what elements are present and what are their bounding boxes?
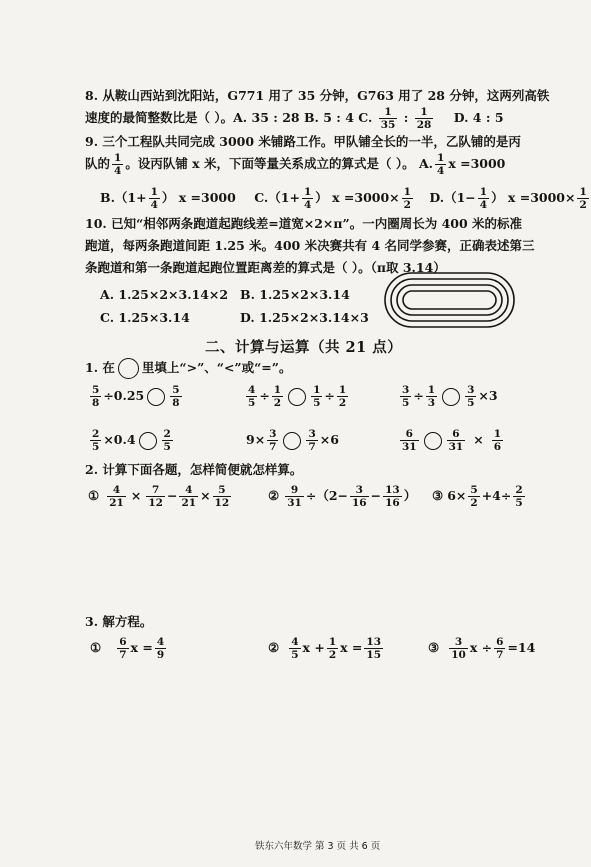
q9-options-bcd <box>100 186 591 211</box>
q9-option-c: C.（1+ $\frac{1}{4}$ ） x =3000× $\frac{1}{2}$ <box>254 186 411 211</box>
q9-line1: 9. 三个工程队共同完成 3000 米铺路工作。甲队铺全长的一半，乙队铺的是丙 <box>85 134 521 149</box>
compare-item-1: $\frac{5}{8}$ ÷0.25 $\frac{5}{8}$ <box>92 384 180 409</box>
q10-option-d: D. 1.25×2×3.14×3 <box>240 310 369 325</box>
q8-line1: 8. 从鞍山西站到沈阳站，G771 用了 35 分钟，G763 用了 28 分钟，这两列高铁 <box>85 88 550 103</box>
q9-option-b: B.（1+ $\frac{1}{4}$ ） x =3000 <box>100 186 236 211</box>
equation-1: ① $\frac{6}{7}$ x = $\frac{4}{9}$ <box>90 636 165 661</box>
q9-option-d: D.（1− $\frac{1}{4}$ ） x =3000× $\frac{1}{2}$ <box>429 186 587 211</box>
q10-line3: 条跑道和第一条跑道起跑位置距离差的算式是（ ）。（π取 3.14） <box>85 260 446 275</box>
q9-option-a-fraction: $\frac{1}{4}$ <box>437 152 445 177</box>
q10-line1: 10. 已知“相邻两条跑道起跑线差=道宽×2×π”。一内圈周长为 400 米的标准 <box>85 216 523 231</box>
compare-answer-circle[interactable] <box>424 432 442 450</box>
calc-problem-1: ① $\frac{4}{21}$ × $\frac{7}{12}$ − $\frac{4}{21}$ × $\frac{5}{12}$ <box>88 484 230 509</box>
compare-item-6: $\frac{6}{31}$ $\frac{6}{31}$ × $\frac{1}{6}$ <box>402 428 502 453</box>
section2-q2-instruction: 2. 计算下面各题，怎样简便就怎样算。 <box>85 462 303 477</box>
compare-item-5: 9× $\frac{3}{7}$ $\frac{3}{7}$ ×6 <box>246 428 339 453</box>
circle-blank-icon <box>118 358 139 379</box>
compare-item-4: $\frac{2}{5}$ ×0.4 $\frac{2}{5}$ <box>92 428 171 453</box>
running-track-illustration <box>382 270 517 330</box>
q8-option-c-colon: : <box>403 110 409 125</box>
page-footer: 铁东六年数学 第 3 页 共 6 页 <box>255 841 381 852</box>
calc-problem-3: ③ 6× $\frac{5}{2}$ +4÷ $\frac{2}{5}$ <box>432 484 523 509</box>
q8-option-c-fraction1: $\frac{1}{35}$ <box>380 106 396 131</box>
compare-answer-circle[interactable] <box>442 388 460 406</box>
section2-title: 二、计算与运算（共 21 点） <box>205 339 403 356</box>
q9-fraction: $\frac{1}{4}$ <box>114 152 122 177</box>
q8-line2 <box>85 106 504 131</box>
q8-option-d: D. 4 : 5 <box>453 110 504 125</box>
q10-option-b: B. 1.25×2×3.14 <box>240 287 350 302</box>
q8-option-c-fraction2: $\frac{1}{28}$ <box>416 106 432 131</box>
equation-2: ② $\frac{4}{5}$ x + $\frac{1}{2}$ x = $\frac{13}{15}$ <box>268 636 382 661</box>
equation-3: ③ $\frac{3}{10}$ x ÷ $\frac{6}{7}$ =14 <box>428 636 536 661</box>
calc-problem-2: ② $\frac{9}{31}$ ÷（2− $\frac{3}{16}$ − $\frac{13}{16}$ ） <box>268 484 417 509</box>
q10-option-c: C. 1.25×3.14 <box>100 310 190 325</box>
compare-item-3: $\frac{3}{5}$ ÷ $\frac{1}{3}$ $\frac{3}{5}$ ×3 <box>402 384 498 409</box>
section2-q1-instruction: 1. 在 里填上“>”、“<”或“=”。 <box>85 358 291 379</box>
q10-option-a: A. 1.25×2×3.14×2 <box>100 287 229 302</box>
q8-line2-text: 速度的最简整数比是（ ）。A. 35 : 28 B. 5 : 4 C. <box>85 110 373 125</box>
section2-q3-instruction: 3. 解方程。 <box>85 614 153 629</box>
compare-answer-circle[interactable] <box>147 388 165 406</box>
q10-line2: 跑道，每两条跑道间距 1.25 米。400 米决赛共有 4 名同学参赛，正确表述第三 <box>85 238 535 253</box>
compare-answer-circle[interactable] <box>283 432 301 450</box>
compare-item-2: $\frac{4}{5}$ ÷ $\frac{1}{2}$ $\frac{1}{5}$ ÷ $\frac{1}{2}$ <box>248 384 347 409</box>
q9-line2: 队的 $\frac{1}{4}$ 。设丙队铺 x 米，下面等量关系成立的算式是（ ）。 A. $\frac{1}{4}$ x =3000 <box>85 152 506 177</box>
compare-answer-circle[interactable] <box>288 388 306 406</box>
compare-answer-circle[interactable] <box>139 432 157 450</box>
